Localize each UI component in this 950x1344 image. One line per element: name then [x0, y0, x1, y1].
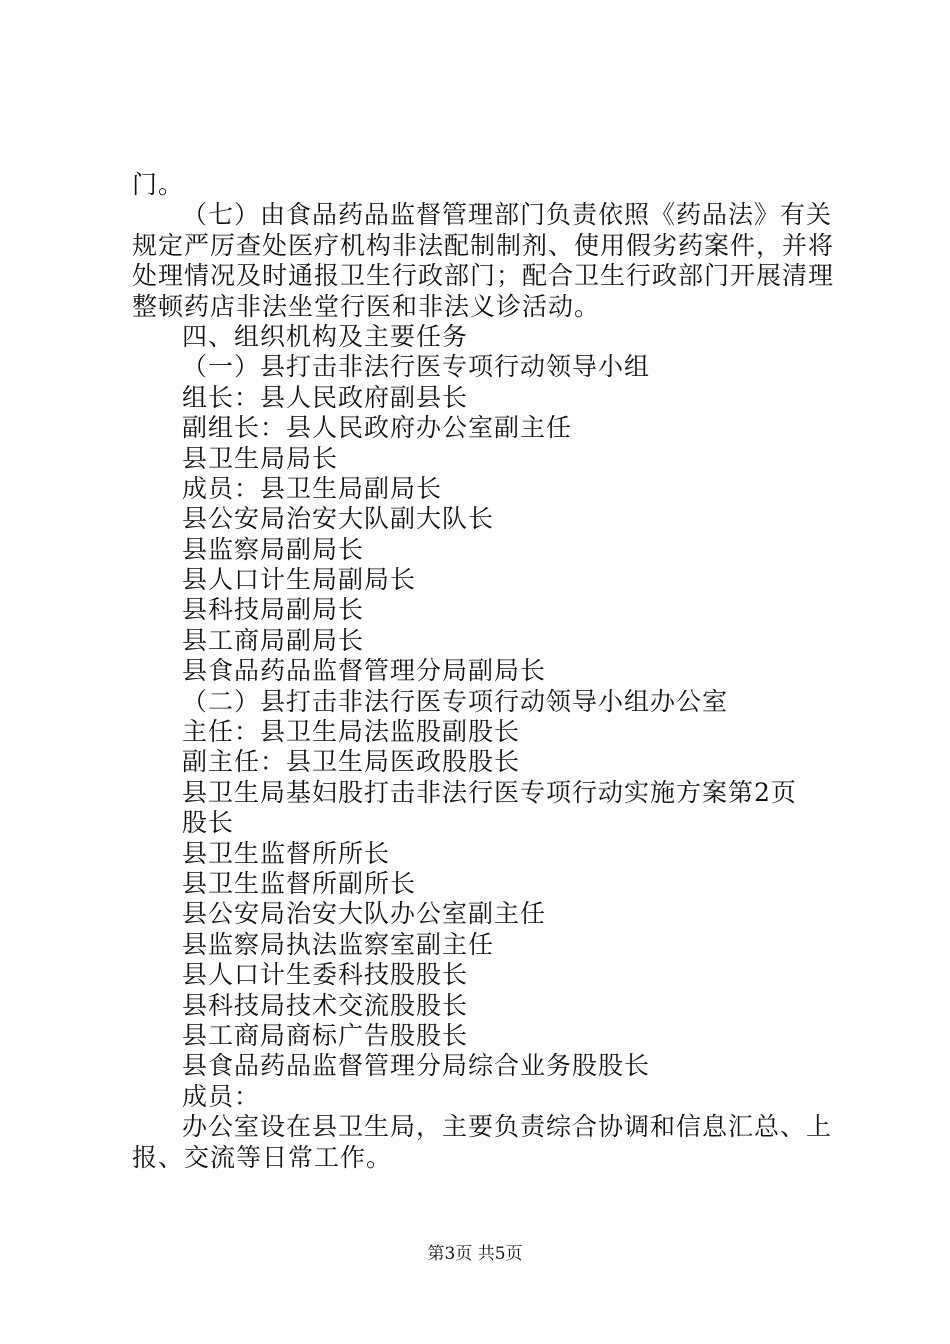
text-line: 副主任：县卫生局医政股股长	[182, 747, 521, 777]
text-line: 县科技局技术交流股股长	[182, 990, 469, 1020]
text-line: 县食品药品监督管理分局综合业务股股长	[182, 1051, 651, 1081]
text-line: 规定严厉查处医疗机构非法配制制剂、使用假劣药案件，并将	[132, 230, 835, 260]
text-line: 成员：县卫生局副局长	[182, 473, 443, 503]
text-line: 县公安局治安大队副大队长	[182, 504, 495, 534]
text-line: 县卫生局基妇股打击非法行医专项行动实施方案第2页	[182, 777, 797, 807]
text-line: 副组长：县人民政府办公室副主任	[182, 413, 573, 443]
text-line: 县工商局商标广告股股长	[182, 1020, 469, 1050]
text-line: 主任：县卫生局法监股副股长	[182, 717, 521, 747]
text-line: 报、交流等日常工作。	[132, 1142, 393, 1172]
text-line: 县监察局副局长	[182, 534, 365, 564]
text-line: 办公室设在县卫生局，主要负责综合协调和信息汇总、上	[182, 1112, 833, 1142]
text-line: 县食品药品监督管理分局副局长	[182, 656, 547, 686]
text-line: 县卫生局局长	[182, 443, 339, 473]
text-line: 股长	[182, 808, 235, 838]
page-footer: 第3页 共5页	[427, 1244, 523, 1264]
subsection-heading: （二）县打击非法行医专项行动领导小组办公室	[182, 686, 729, 716]
text-line: 县公安局治安大队办公室副主任	[182, 899, 547, 929]
document-body	[132, 170, 835, 1173]
section-heading: 四、组织机构及主要任务	[182, 321, 469, 351]
text-line: 县科技局副局长	[182, 595, 365, 625]
text-line: 县卫生监督所所长	[182, 838, 391, 868]
text-line: 县人口计生局副局长	[182, 565, 417, 595]
text-line: 组长：县人民政府副县长	[182, 382, 469, 412]
text-line: 整顿药店非法坐堂行医和非法义诊活动。	[132, 291, 601, 321]
text-line: 县监察局执法监察室副主任	[182, 929, 495, 959]
text-line: （七）由食品药品监督管理部门负责依照《药品法》有关	[182, 200, 833, 230]
text-line: 成员：	[182, 1081, 261, 1111]
text-line: 处理情况及时通报卫生行政部门；配合卫生行政部门开展清理	[132, 261, 835, 291]
text-line: 县卫生监督所副所长	[182, 868, 417, 898]
text-line: 县工商局副局长	[182, 625, 365, 655]
subsection-heading: （一）县打击非法行医专项行动领导小组	[182, 352, 651, 382]
text-line: 县人口计生委科技股股长	[182, 960, 469, 990]
text-line: 门。	[132, 170, 185, 199]
